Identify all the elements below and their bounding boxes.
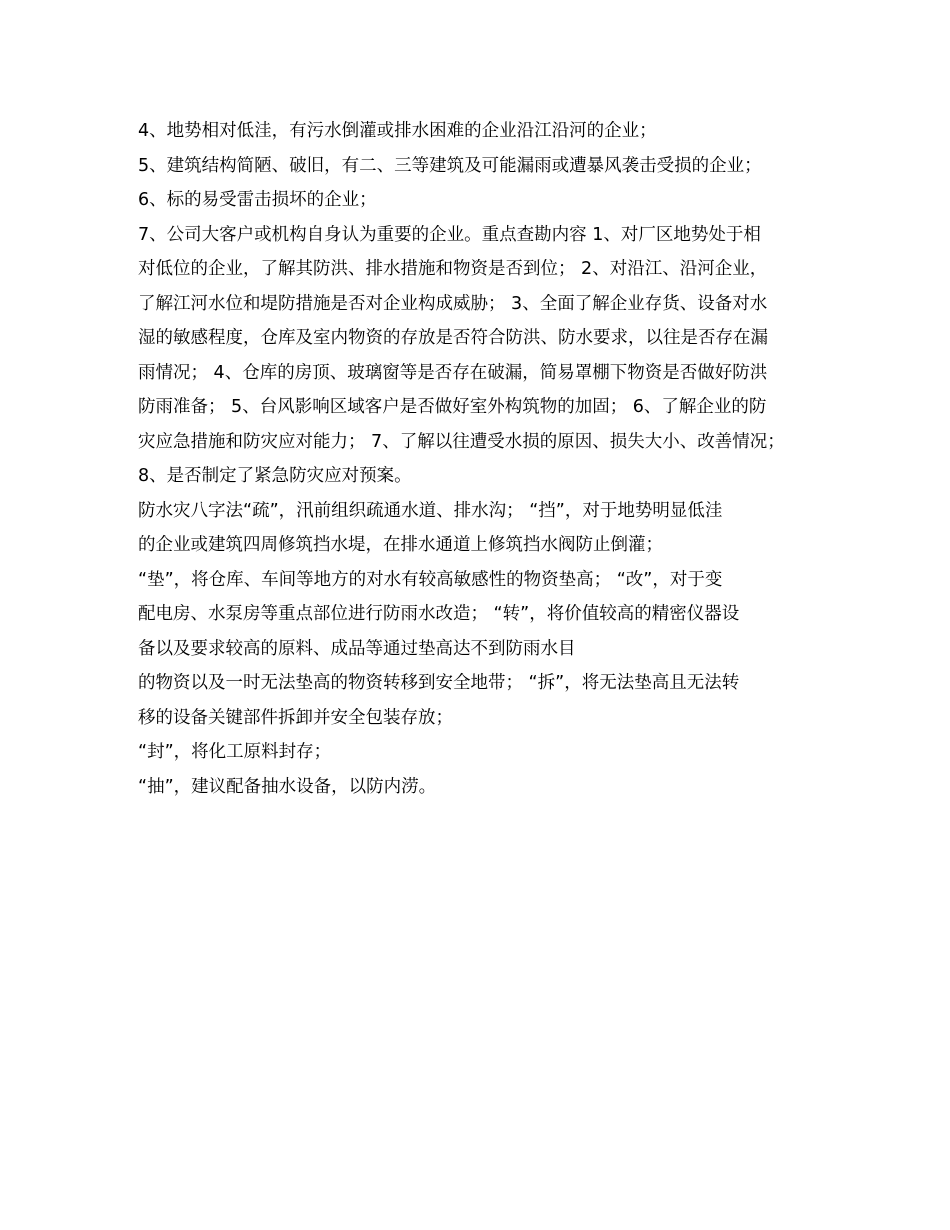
text-line: 备以及要求较高的原料、成品等通过垫高达不到防雨水目 <box>138 638 576 659</box>
text-line: 防雨准备； 5、台风影响区域客户是否做好室外构筑物的加固； 6、了解企业的防 <box>138 397 767 417</box>
text-line: 7、公司大客户或机构自身认为重要的企业。重点查勘内容 1、对厂区地势处于相 <box>138 224 761 245</box>
text-line: 防水灾八字法“疏”，汛前组织疏通水道、排水沟； “挡”，对于地势明显低洼 <box>138 500 723 521</box>
text-line: “封”，将化工原料封存； <box>138 742 332 762</box>
text-line: 配电房、水泵房等重点部位进行防雨水改造； “转”，将价值较高的精密仪器设 <box>138 604 740 624</box>
text-line: 对低位的企业，了解其防洪、排水措施和物资是否到位； 2、对沿江、沿河企业， <box>138 259 768 279</box>
text-line: 雨情况； 4、仓库的房顶、玻璃窗等是否存在破漏，简易罩棚下物资是否做好防洪 <box>138 362 768 383</box>
text-line: 的物资以及一时无法垫高的物资转移到安全地带； “拆”，将无法垫高且无法转 <box>138 673 740 693</box>
text-line: 了解江河水位和堤防措施是否对企业构成威胁； 3、全面了解企业存货、设备对水 <box>138 293 768 314</box>
text-line: “垫”，将仓库、车间等地方的对水有较高敏感性的物资垫高； “改”，对于变 <box>138 569 723 590</box>
text-line: 湿的敏感程度，仓库及室内物资的存放是否符合防洪、防水要求，以往是否存在漏 <box>138 328 768 348</box>
text-line: 4、地势相对低洼，有污水倒灌或排水困难的企业沿江沿河的企业； <box>138 121 657 141</box>
text-line: 灾应急措施和防灾应对能力； 7、了解以往遭受水损的原因、损失大小、改善情况； <box>138 431 785 452</box>
text-line: 5、建筑结构简陋、破旧，有二、三等建筑及可能漏雨或遭暴风袭击受损的企业； <box>138 155 762 176</box>
text-line: 6、标的易受雷击损坏的企业； <box>138 190 377 210</box>
text-line: 的企业或建筑四周修筑挡水堤，在排水通道上修筑挡水阀防止倒灌； <box>138 535 663 555</box>
text-line: 移的设备关键部件拆卸并安全包装存放； <box>138 707 453 728</box>
document-body <box>138 114 838 804</box>
text-line: “抽”，建议配备抽水设备，以防内涝。 <box>138 776 437 797</box>
text-line: 8、是否制定了紧急防灾应对预案。 <box>138 466 412 486</box>
